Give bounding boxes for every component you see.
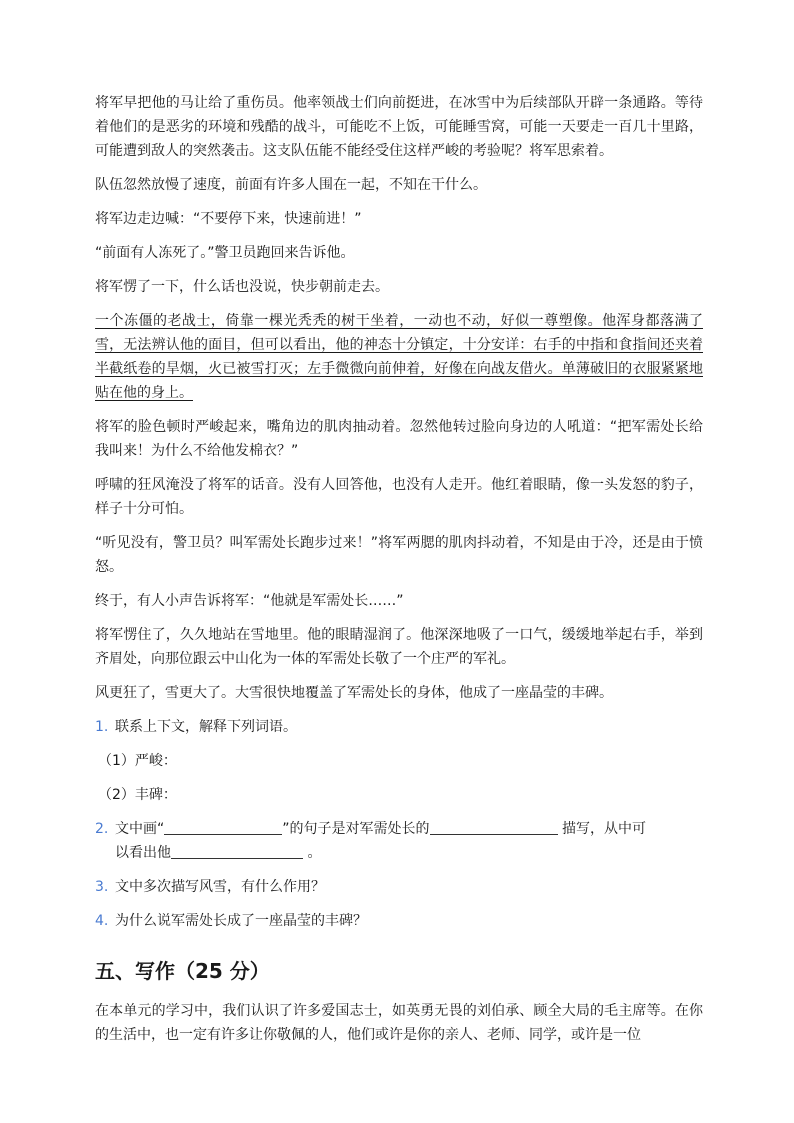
passage-paragraph-1: 将军早把他的马让给了重伤员。他率领战士们向前挺进，在冰雪中为后续部队开辟一条通路。等待着他们的是恶劣的环境和残酷的战斗，可能吃不上饭，可能睡雪窝，可能一天要走一百几十里路，可能遭到敌人的突然袭击。这支队伍能不能经受住这样严峻的考验呢？将军思索着。	[95, 95, 703, 159]
question-number: 3.	[95, 879, 109, 895]
answer-blank[interactable]	[164, 818, 282, 835]
section-5-heading: 五、写作（25 分）	[95, 959, 270, 983]
passage-paragraph-11: 将军愣住了，久久地站在雪地里。他的眼睛湿润了。他深深地吸了一口气，缓缓地举起右手，举到齐眉处，向那位跟云中山化为一体的军需处长敬了一个庄严的军礼。	[95, 627, 703, 667]
question-1-item-1: （1）严峻：	[98, 753, 177, 769]
passage-paragraph-2: 队伍忽然放慢了速度，前面有许多人围在一起，不知在干什么。	[95, 177, 487, 193]
passage-paragraph-12: 风更狂了，雪更大了。大雪很快地覆盖了军需处长的身体，他成了一座晶莹的丰碑。	[95, 685, 613, 701]
answer-blank[interactable]	[430, 818, 558, 835]
question-3	[95, 875, 703, 899]
question-2	[95, 817, 703, 865]
question-2-text-part3: 描写，从中可	[561, 821, 646, 837]
answer-blank[interactable]	[171, 842, 303, 859]
question-text: 为什么说军需处长成了一座晶莹的丰碑？	[115, 913, 367, 929]
section-5-prompt: 在本单元的学习中，我们认识了许多爱国志士，如英勇无畏的刘伯承、顾全大局的毛主席等。在你的生活中，也一定有许多让你敬佩的人，他们或许是你的亲人、老师、同学，或许是一位	[95, 1003, 703, 1043]
passage-paragraph-3: 将军边走边喊：“不要停下来，快速前进！”	[95, 211, 362, 227]
question-2-text-part1: 文中画“	[115, 821, 165, 837]
question-number: 2.	[95, 821, 109, 837]
passage-paragraph-9: “听见没有，警卫员？叫军需处长跑步过来！”将军两腮的肌肉抖动着，不知是由于冷，还是由于愤怒。	[95, 535, 703, 575]
passage-paragraph-8: 呼啸的狂风淹没了将军的话音。没有人回答他，也没有人走开。他红着眼睛，像一头发怒的豹子，样子十分可怕。	[95, 477, 703, 517]
question-2-text-part2: ”的句子是对军需处长的	[282, 821, 430, 837]
document-page	[95, 91, 703, 1057]
question-1	[95, 715, 703, 739]
question-4	[95, 909, 703, 933]
question-number: 4.	[95, 913, 109, 929]
question-number: 1.	[95, 719, 109, 735]
question-text: 文中多次描写风雪，有什么作用？	[115, 879, 325, 895]
passage-paragraph-4: “前面有人冻死了。”警卫员跑回来告诉他。	[95, 245, 355, 261]
question-text	[115, 817, 703, 865]
question-1-item-2: （2）丰碑：	[98, 787, 177, 803]
question-2-text-line2a: 以看出他	[115, 845, 171, 861]
question-2-text-line2b: 。	[307, 845, 322, 861]
passage-paragraph-7: 将军的脸色顿时严峻起来，嘴角边的肌肉抽动着。忽然他转过脸向身边的人吼道：“把军需处长给我叫来！为什么不给他发棉衣？”	[95, 419, 703, 459]
passage-paragraph-6-underlined: 一个冻僵的老战士，倚靠一棵光秃秃的树干坐着，一动也不动，好似一尊塑像。他浑身都落满了雪，无法辨认他的面目，但可以看出，他的神态十分镇定，十分安详：右手的中指和食指间还夹着半截纸卷的旱烟，火已被雪打灭；左手微微向前伸着，好像在向战友借火。单薄破旧的衣服紧紧地贴在他的身上。	[95, 313, 703, 401]
passage-paragraph-5: 将军愣了一下，什么话也没说，快步朝前走去。	[95, 279, 389, 295]
question-text: 联系上下文，解释下列词语。	[115, 719, 297, 735]
passage-paragraph-10: 终于，有人小声告诉将军：“他就是军需处长……”	[95, 593, 404, 609]
